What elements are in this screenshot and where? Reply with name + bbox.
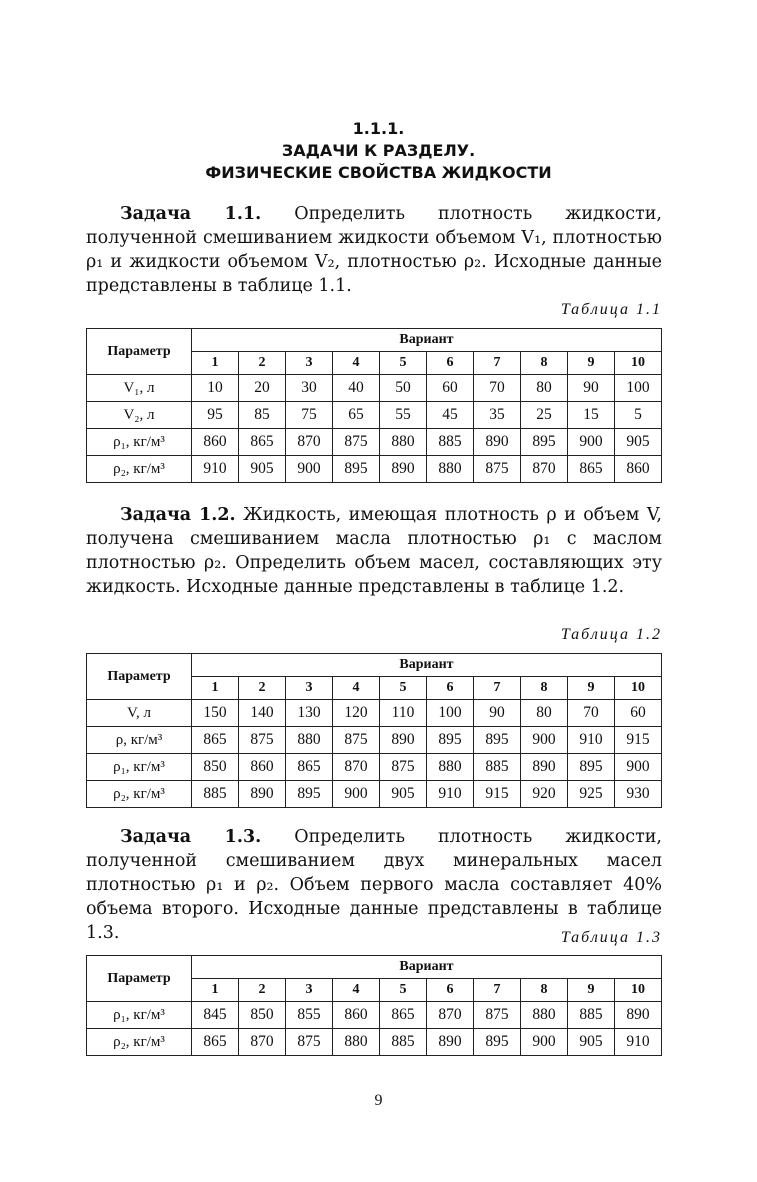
table-cell: 850 — [192, 754, 239, 781]
table-cell: 130 — [286, 700, 333, 727]
variant-number: 10 — [615, 979, 662, 1002]
table-cell: 885 — [474, 754, 521, 781]
variant-number: 6 — [427, 677, 474, 700]
variant-header: Вариант — [192, 329, 662, 352]
table-cell: 100 — [615, 375, 662, 402]
table-cell: 865 — [239, 429, 286, 456]
table-cell: 875 — [474, 456, 521, 483]
table-cell: 930 — [615, 781, 662, 808]
variant-number: 4 — [333, 979, 380, 1002]
table-cell: 885 — [427, 429, 474, 456]
variant-number: 4 — [333, 352, 380, 375]
table-cell: 865 — [192, 727, 239, 754]
table-cell: 915 — [615, 727, 662, 754]
table-cell: 890 — [380, 727, 427, 754]
table-row — [87, 402, 662, 429]
variant-number: 7 — [474, 979, 521, 1002]
table-cell: 875 — [333, 727, 380, 754]
task-1-2-title: Задача 1.2. — [120, 505, 236, 525]
table-cell: 860 — [615, 456, 662, 483]
table-1-1-caption: Таблица 1.1 — [560, 301, 662, 318]
table-cell: 905 — [568, 1029, 615, 1056]
task-1-3-text: Определить плотность жидкости, полученной смешиванием двух минеральных масел плотностью ρ₁ и ρ₂. Объем первого масла составляет 40% объема второго. Исходные данные представлены в таблице 1.3. — [86, 827, 662, 943]
task-1-2 — [86, 503, 662, 599]
table-cell: 910 — [192, 456, 239, 483]
variant-number: 7 — [474, 352, 521, 375]
table-cell: 870 — [521, 456, 568, 483]
table-cell: 40 — [333, 375, 380, 402]
table-cell: 75 — [286, 402, 333, 429]
table-cell: 895 — [568, 754, 615, 781]
variant-header: Вариант — [192, 956, 662, 979]
table-cell: 60 — [615, 700, 662, 727]
table-cell: 110 — [380, 700, 427, 727]
table-1-1 — [86, 328, 662, 483]
table-cell: 910 — [568, 727, 615, 754]
variant-header: Вариант — [192, 654, 662, 677]
table-cell: 25 — [521, 402, 568, 429]
variant-number: 3 — [286, 352, 333, 375]
row-label: ρ₂, кг/м³ — [87, 781, 192, 808]
variant-number: 5 — [380, 352, 427, 375]
table-cell: 865 — [192, 1029, 239, 1056]
param-header: Параметр — [87, 956, 192, 1002]
section-title-line2: ФИЗИЧЕСКИЕ СВОЙСТВА ЖИДКОСТИ — [205, 163, 552, 182]
variant-number: 3 — [286, 979, 333, 1002]
table-cell: 895 — [474, 1029, 521, 1056]
table-cell: 850 — [239, 1002, 286, 1029]
row-label: ρ₁, кг/м³ — [87, 754, 192, 781]
table-cell: 100 — [427, 700, 474, 727]
table-cell: 45 — [427, 402, 474, 429]
table-row — [87, 456, 662, 483]
table-cell: 880 — [380, 429, 427, 456]
variant-number: 1 — [192, 677, 239, 700]
task-1-1-text: Определить плотность жидкости, полученной смешиванием жидкости объемом V₁, плотностью ρ₁ и жидкости объемом V₂, плотностью ρ₂. Исходные данные представлены в таблице 1.1. — [86, 204, 662, 296]
table-cell: 905 — [615, 429, 662, 456]
table-cell: 875 — [474, 1002, 521, 1029]
table-cell: 85 — [239, 402, 286, 429]
table-cell: 895 — [521, 429, 568, 456]
table-cell: 20 — [239, 375, 286, 402]
variant-number: 4 — [333, 677, 380, 700]
table-cell: 920 — [521, 781, 568, 808]
table-cell: 845 — [192, 1002, 239, 1029]
variant-number: 7 — [474, 677, 521, 700]
task-1-1-title: Задача 1.1. — [120, 204, 262, 224]
task-1-1 — [86, 202, 662, 298]
table-cell: 860 — [333, 1002, 380, 1029]
table-cell: 70 — [568, 700, 615, 727]
variant-number: 2 — [239, 979, 286, 1002]
table-cell: 910 — [427, 781, 474, 808]
table-1-3 — [86, 955, 662, 1056]
table-cell: 860 — [192, 429, 239, 456]
variant-number: 2 — [239, 352, 286, 375]
variant-number: 6 — [427, 979, 474, 1002]
row-label: ρ, кг/м³ — [87, 727, 192, 754]
table-cell: 880 — [333, 1029, 380, 1056]
table-cell: 890 — [427, 1029, 474, 1056]
table-cell: 910 — [615, 1029, 662, 1056]
table-cell: 70 — [474, 375, 521, 402]
variant-number: 2 — [239, 677, 286, 700]
table-cell: 10 — [192, 375, 239, 402]
table-cell: 870 — [427, 1002, 474, 1029]
table-cell: 880 — [427, 456, 474, 483]
table-cell: 895 — [333, 456, 380, 483]
table-cell: 900 — [568, 429, 615, 456]
table-cell: 905 — [239, 456, 286, 483]
section-title-line1: ЗАДАЧИ К РАЗДЕЛУ. — [281, 141, 476, 160]
page-number: 9 — [374, 1092, 383, 1109]
variant-number: 1 — [192, 352, 239, 375]
variant-number: 8 — [521, 352, 568, 375]
table-cell: 865 — [286, 754, 333, 781]
table-cell: 875 — [239, 727, 286, 754]
table-cell: 150 — [192, 700, 239, 727]
table-cell: 905 — [380, 781, 427, 808]
table-cell: 925 — [568, 781, 615, 808]
row-label: ρ₁, кг/м³ — [87, 429, 192, 456]
table-cell: 880 — [427, 754, 474, 781]
table-cell: 95 — [192, 402, 239, 429]
table-1-2-caption: Таблица 1.2 — [560, 626, 662, 643]
table-cell: 885 — [192, 781, 239, 808]
table-cell: 80 — [521, 375, 568, 402]
table-cell: 30 — [286, 375, 333, 402]
table-cell: 890 — [521, 754, 568, 781]
variant-number: 9 — [568, 677, 615, 700]
table-cell: 875 — [380, 754, 427, 781]
table-cell: 900 — [286, 456, 333, 483]
table-cell: 865 — [568, 456, 615, 483]
table-cell: 875 — [333, 429, 380, 456]
table-cell: 870 — [286, 429, 333, 456]
task-1-2-text: Жидкость, имеющая плотность ρ и объем V, получена смешиванием масла плотностью ρ₁ с маслом плотностью ρ₂. Определить объем масел, составляющих эту жидкость. Исходные данные представлены в таблице 1.2. — [86, 505, 662, 597]
row-label: ρ₁, кг/м³ — [87, 1002, 192, 1029]
variant-number: 1 — [192, 979, 239, 1002]
table-cell: 915 — [474, 781, 521, 808]
table-row — [87, 429, 662, 456]
row-label: V₂, л — [87, 402, 192, 429]
variant-number: 5 — [380, 677, 427, 700]
table-cell: 885 — [380, 1029, 427, 1056]
variant-number: 5 — [380, 979, 427, 1002]
row-label: ρ₂, кг/м³ — [87, 1029, 192, 1056]
variant-number: 3 — [286, 677, 333, 700]
table-cell: 880 — [521, 1002, 568, 1029]
variant-number: 8 — [521, 979, 568, 1002]
variant-number: 9 — [568, 979, 615, 1002]
variant-number: 10 — [615, 677, 662, 700]
table-row — [87, 754, 662, 781]
table-cell: 55 — [380, 402, 427, 429]
table-cell: 60 — [427, 375, 474, 402]
table-row — [87, 781, 662, 808]
table-cell: 900 — [521, 727, 568, 754]
table-cell: 65 — [333, 402, 380, 429]
table-cell: 860 — [239, 754, 286, 781]
table-cell: 900 — [333, 781, 380, 808]
table-cell: 15 — [568, 402, 615, 429]
task-1-3-title: Задача 1.3. — [120, 827, 262, 847]
table-cell: 900 — [615, 754, 662, 781]
row-label: V, л — [87, 700, 192, 727]
variant-number: 6 — [427, 352, 474, 375]
table-cell: 895 — [427, 727, 474, 754]
table-cell: 880 — [286, 727, 333, 754]
table-cell: 35 — [474, 402, 521, 429]
table-row — [87, 727, 662, 754]
table-cell: 895 — [286, 781, 333, 808]
table-cell: 140 — [239, 700, 286, 727]
table-cell: 890 — [615, 1002, 662, 1029]
table-cell: 5 — [615, 402, 662, 429]
param-header: Параметр — [87, 329, 192, 375]
table-cell: 120 — [333, 700, 380, 727]
table-cell: 890 — [239, 781, 286, 808]
table-1-3-caption: Таблица 1.3 — [560, 929, 662, 946]
table-cell: 855 — [286, 1002, 333, 1029]
table-cell: 50 — [380, 375, 427, 402]
table-cell: 870 — [333, 754, 380, 781]
table-row — [87, 700, 662, 727]
table-cell: 870 — [239, 1029, 286, 1056]
table-1-2 — [86, 653, 662, 808]
task-1-3 — [86, 825, 662, 945]
table-cell: 890 — [380, 456, 427, 483]
section-number: 1.1.1. — [352, 119, 405, 138]
table-cell: 90 — [568, 375, 615, 402]
table-cell: 890 — [474, 429, 521, 456]
table-cell: 900 — [521, 1029, 568, 1056]
table-cell: 875 — [286, 1029, 333, 1056]
table-row — [87, 1002, 662, 1029]
table-cell: 90 — [474, 700, 521, 727]
table-row — [87, 375, 662, 402]
variant-number: 9 — [568, 352, 615, 375]
variant-number: 10 — [615, 352, 662, 375]
table-cell: 865 — [380, 1002, 427, 1029]
param-header: Параметр — [87, 654, 192, 700]
row-label: V₁, л — [87, 375, 192, 402]
table-cell: 885 — [568, 1002, 615, 1029]
table-cell: 80 — [521, 700, 568, 727]
table-cell: 895 — [474, 727, 521, 754]
table-row — [87, 1029, 662, 1056]
variant-number: 8 — [521, 677, 568, 700]
row-label: ρ₂, кг/м³ — [87, 456, 192, 483]
